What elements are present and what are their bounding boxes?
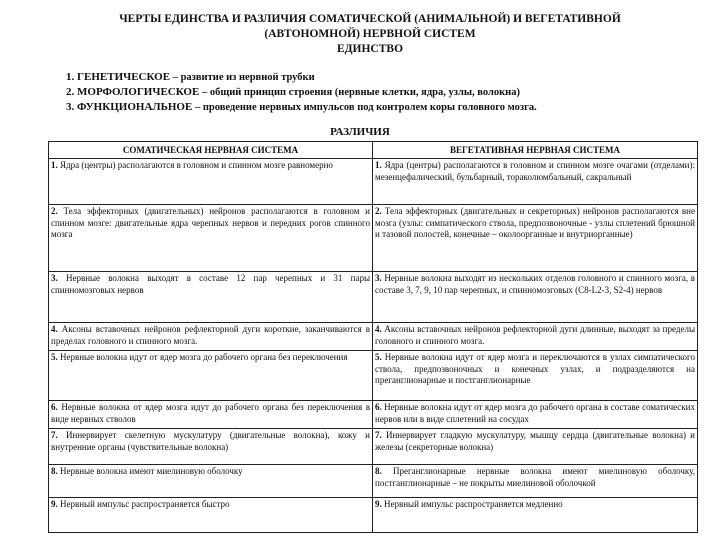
unity-label: 2. МОРФОЛОГИЧЕСКОЕ xyxy=(66,86,200,98)
item-text: Нервные волокна идут от ядер мозга до рабочего органа в составе соматических нервов или в виде сплетений на сосудах xyxy=(375,402,695,424)
cell-vegetative xyxy=(373,205,698,272)
item-text: Нервный импульс распространяется медленно xyxy=(381,499,563,509)
item-number: 9. xyxy=(51,499,58,509)
table-row xyxy=(49,465,698,498)
table-row xyxy=(49,272,698,323)
cell-somatic xyxy=(49,272,373,323)
item-text: Ядра (центры) располагаются в головном и спинном мозге очагами (отделами): мезенцефалический, бульбарный, тораколюмбальный, сакральный xyxy=(375,160,695,182)
unity-label: 3. ФУНКЦИОНАЛЬНОЕ xyxy=(66,101,193,113)
item-number: 2. xyxy=(51,206,58,216)
cell-somatic xyxy=(49,159,373,205)
item-number: 8. xyxy=(375,466,382,476)
document-title xyxy=(60,12,680,57)
item-number: 3. xyxy=(51,273,58,283)
cell-somatic xyxy=(49,351,373,401)
table-header-row xyxy=(49,142,698,159)
item-number: 1. xyxy=(51,160,58,170)
item-number: 7. xyxy=(375,430,382,440)
item-text: Преганглионарные нервные волокна имеют миелиновую оболочку, постганглионарные – не покрыты миелиновой оболочкой xyxy=(375,466,695,488)
item-text: Иннервирует скелетную мускулатуру (двигательные волокна), кожу и внутренние органы (чувствительные волокна) xyxy=(51,430,370,452)
table-row xyxy=(49,429,698,465)
unity-text: – проведение нервных импульсов под контролем коры головного мозга. xyxy=(192,102,537,113)
unity-heading: ЕДИНСТВО xyxy=(336,43,404,55)
item-number: 5. xyxy=(51,352,58,362)
cell-vegetative xyxy=(373,498,698,533)
item-text: Нервные волокна идут от ядер мозга и переключаются в узлах симпатического ствола, предпозвоночных и конечных узлах, и подразделяются на преганглионарные и постганглионарные xyxy=(375,352,695,385)
item-text: Ядра (центры) располагаются в головном и спинном мозге равномерно xyxy=(57,160,333,170)
item-text: Нервные волокна имеют миелиновую оболочку xyxy=(57,466,243,476)
cell-somatic xyxy=(49,401,373,429)
item-text: Нервный импульс распространяется быстро xyxy=(57,499,230,509)
cell-vegetative xyxy=(373,465,698,498)
table-row xyxy=(49,159,698,205)
item-number: 1. xyxy=(375,160,382,170)
cell-vegetative xyxy=(373,429,698,465)
item-number: 5. xyxy=(375,352,382,362)
cell-vegetative xyxy=(373,323,698,351)
cell-vegetative xyxy=(373,159,698,205)
header-somatic: СОМАТИЧЕСКАЯ НЕРВНАЯ СИСТЕМА xyxy=(49,142,373,159)
unity-list xyxy=(66,70,537,115)
cell-somatic xyxy=(49,465,373,498)
unity-item xyxy=(66,85,537,100)
table-row xyxy=(49,351,698,401)
item-number: 3. xyxy=(375,273,382,283)
cell-somatic xyxy=(49,205,373,272)
comparison-table xyxy=(48,141,698,533)
table-row xyxy=(49,205,698,272)
item-number: 6. xyxy=(375,402,382,412)
header-vegetative: ВЕГЕТАТИВНАЯ НЕРВНАЯ СИСТЕМА xyxy=(373,142,698,159)
title-line: ЧЕРТЫ ЕДИНСТВА И РАЗЛИЧИЯ СОМАТИЧЕСКОЙ (АНИМАЛЬНОЙ) И ВЕГЕТАТИВНОЙ xyxy=(119,13,621,25)
unity-text: – общий принцип строения (нервные клетки, ядра, узлы, волокна) xyxy=(199,87,520,98)
cell-vegetative xyxy=(373,351,698,401)
differences-heading: РАЗЛИЧИЯ xyxy=(330,126,390,138)
item-text: Нервные волокна выходят из нескольких отделов головного и спинного мозга, в составе 3, 7, 9, 10 пар черепных, и спинномозговых (C8-L2-3, S2-4) нервов xyxy=(375,273,695,295)
cell-vegetative xyxy=(373,272,698,323)
item-number: 8. xyxy=(51,466,58,476)
cell-somatic xyxy=(49,429,373,465)
item-text: Тела эффекторных (двигательных) нейронов располагаются в головном и спинном мозге: двигательные ядра черепных нервов и передних рогов спинного мозга xyxy=(51,206,370,239)
title-line: (АВТОНОМНОЙ) НЕРВНОЙ СИСТЕМ xyxy=(264,28,476,40)
unity-text: – развитие из нервной трубки xyxy=(170,72,315,83)
cell-vegetative xyxy=(373,401,698,429)
item-text: Аксоны вставочных нейронов рефлекторной дуги длинные, выходят за пределы головного и спинного мозга. xyxy=(375,324,695,346)
item-text: Аксоны вставочных нейронов рефлекторной дуги короткие, заканчиваются в пределах головного и спинного мозга. xyxy=(51,324,370,346)
item-text: Тела эффекторных (двигательных и секреторных) нейронов располагаются вне мозга (узлы: симпатического ствола, предпозвоночные - узлы сплетений брюшной и тазовой полостей, конечные – околоорганные и внутриорганные) xyxy=(375,206,695,239)
unity-item xyxy=(66,70,537,85)
item-number: 7. xyxy=(51,430,58,440)
item-text: Нервные волокна от ядер мозга идут до рабочего органа без переключения в виде нервных стволов xyxy=(51,402,370,424)
cell-somatic xyxy=(49,323,373,351)
unity-label: 1. ГЕНЕТИЧЕСКОЕ xyxy=(66,71,171,83)
item-text: Иннервирует гладкую мускулатуру, мышцу сердца (двигательные волокна) и железы (секреторные волокна) xyxy=(375,430,695,452)
item-text: Нервные волокна идут от ядер мозга до рабочего органа без переключения xyxy=(57,352,348,362)
table-row xyxy=(49,323,698,351)
item-number: 6. xyxy=(51,402,58,412)
item-number: 4. xyxy=(51,324,58,334)
item-number: 9. xyxy=(375,499,382,509)
item-text: Нервные волокна выходят в составе 12 пар черепных и 31 пары спинномозговых нервов xyxy=(51,273,370,295)
table-row xyxy=(49,498,698,533)
cell-somatic xyxy=(49,498,373,533)
item-number: 4. xyxy=(375,324,382,334)
table-row xyxy=(49,401,698,429)
unity-item xyxy=(66,100,537,115)
item-number: 2. xyxy=(375,206,382,216)
